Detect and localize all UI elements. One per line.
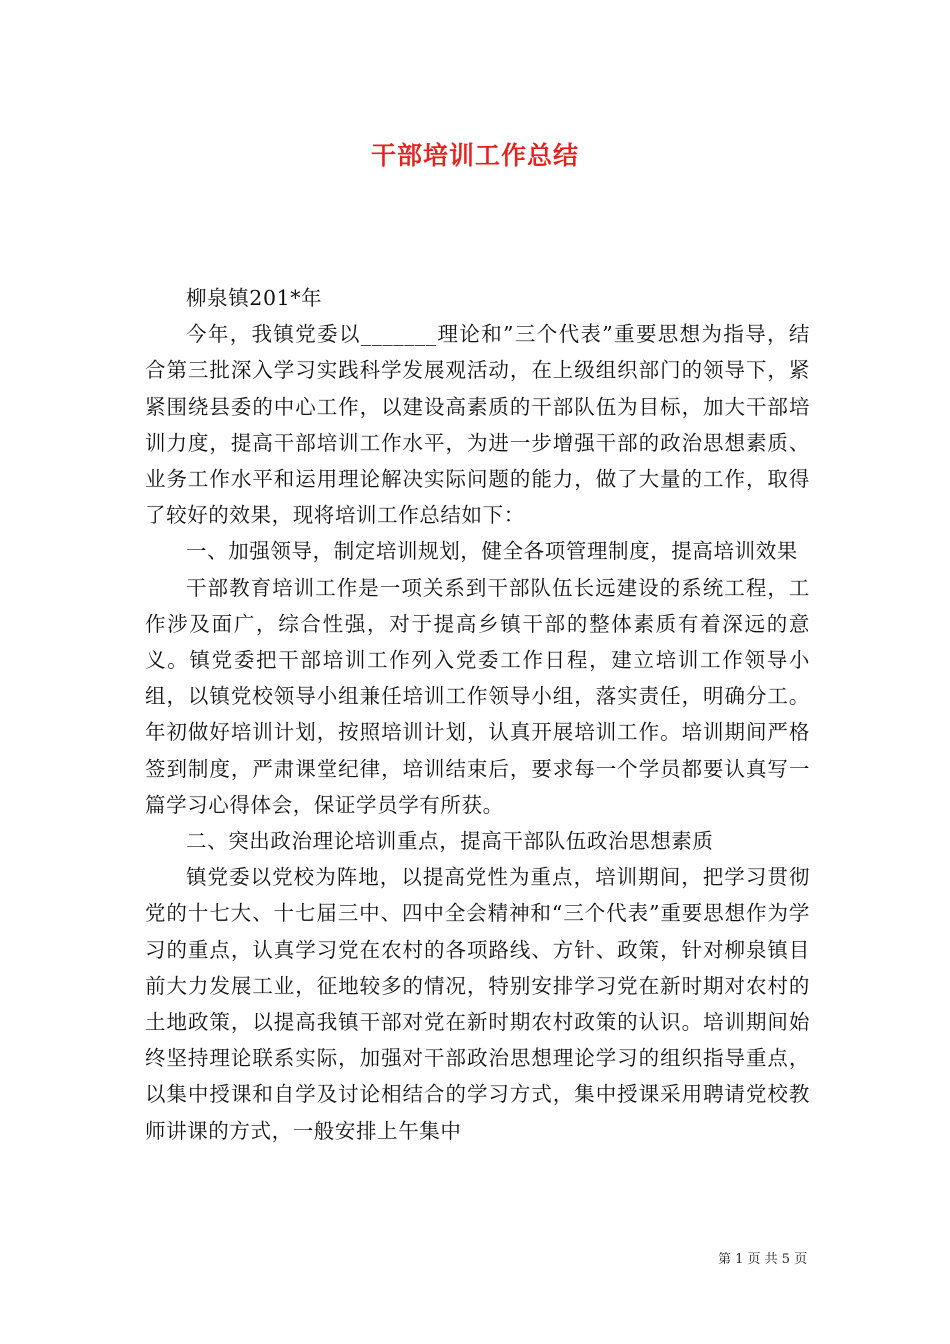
paragraph-section-2: 镇党委以党校为阵地，以提高党性为重点，培训期间，把学习贯彻党的十七大、十七届三中、四中全会精神和“三个代表”重要思想作为学习的重点，认真学习党在农村的各项路线、方针、政策，针对柳泉镇目前大力发展工业，征地较多的情况，特别安排学习党在新时期对农村的土地政策，以提高我镇干部对党在新时期农村政策的认识。培训期间始终坚持理论联系实际，加强对干部政治思想理论学习的组织指导重点，以集中授课和自学及讨论相结合的学习方式，集中授课采用聘请党校教师讲课的方式，一般安排上午集中 — [145, 865, 810, 1143]
section-heading-1: 一、加强领导，制定培训规划，健全各项管理制度，提高培训效果 — [186, 539, 798, 564]
document-body — [145, 280, 810, 1149]
paragraph-date-line: 柳泉镇201*年 — [186, 286, 323, 310]
document-title: 干部培训工作总结 — [370, 141, 579, 170]
section-heading-2: 二、突出政治理论培训重点，提高干部队伍政治思想素质 — [186, 829, 714, 854]
paragraph-intro: 今年，我镇党委以_______理论和”三个代表”重要思想为指导，结合第三批深入学习实践科学发展观活动，在上级组织部门的领导下，紧紧围绕县委的中心工作，以建设高素质的干部队伍为目标，加大干部培训力度，提高干部培训工作水平，为进一步增强干部的政治思想素质、业务工作水平和运用理论解决实际问题的能力，做了大量的工作，取得了较好的效果，现将培训工作总结如下： — [145, 322, 810, 528]
page-number-footer: 第 1 页 共 5 页 — [718, 1252, 808, 1267]
paragraph-section-1: 干部教育培训工作是一项关系到干部队伍长远建设的系统工程，工作涉及面广，综合性强，对于提高乡镇干部的整体素质有着深远的意义。镇党委把干部培训工作列入党委工作日程，建立培训工作领导小组，以镇党校领导小组兼任培训工作领导小组，落实责任，明确分工。年初做好培训计划，按照培训计划，认真开展培训工作。培训期间严格签到制度，严肃课堂纪律，培训结束后，要求每一个学员都要认真写一篇学习心得体会，保证学员学有所获。 — [145, 575, 810, 817]
